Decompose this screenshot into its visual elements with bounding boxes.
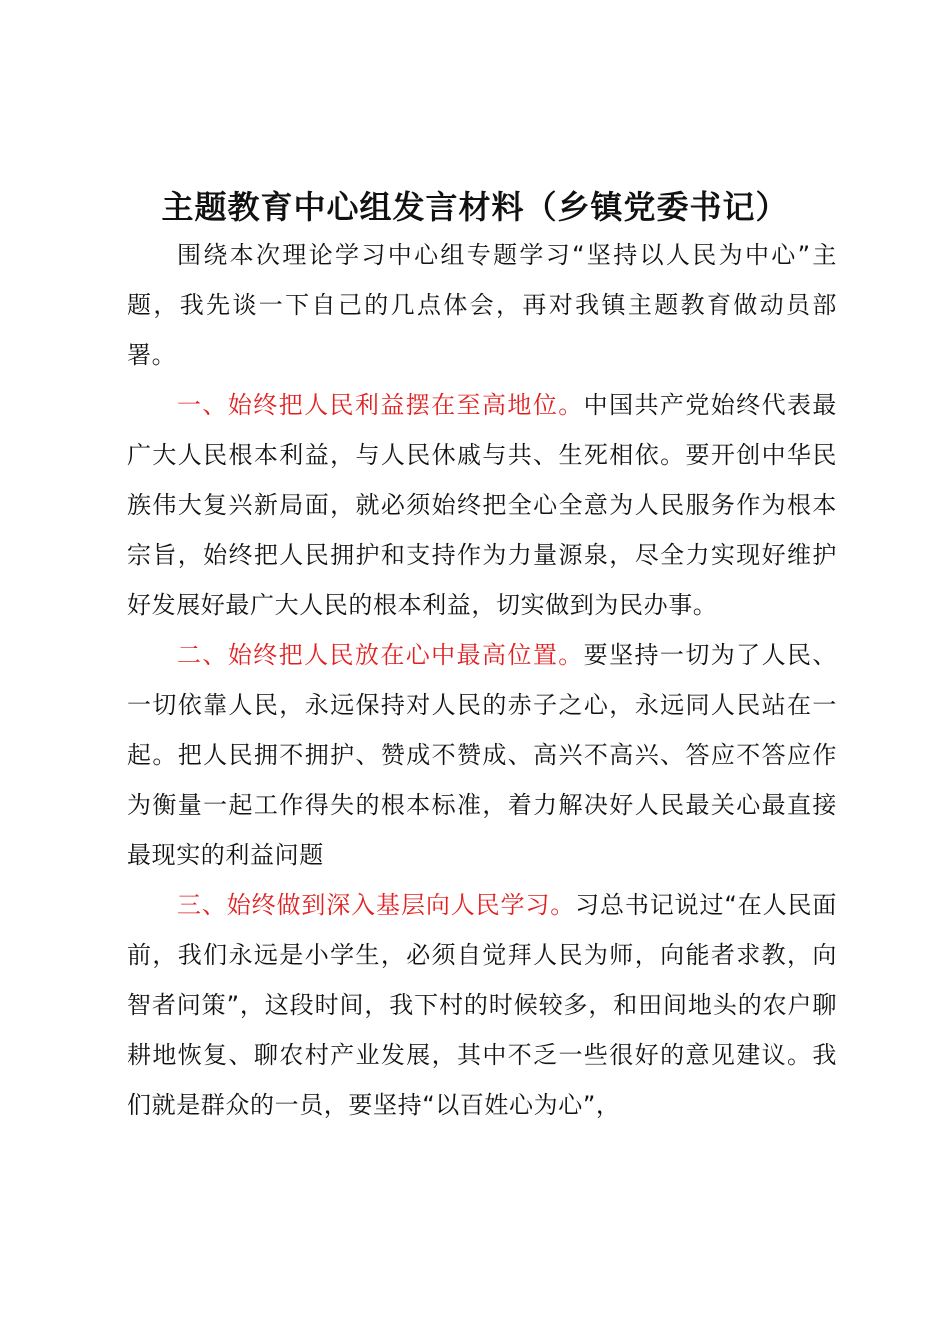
document-body [127, 230, 837, 1130]
section-text-2: 要坚持一切为了人民、一切依靠人民，永远保持对人民的赤子之心，永远同人民站在一起。把人民拥不拥护、赞成不赞成、高兴不高兴、答应不答应作为衡量一起工作得失的根本标准，着力解决好人民最关心最直接最现实的利益问题 [127, 641, 837, 869]
section-text-1: 中国共产党始终代表最广大人民根本利益，与人民休戚与共、生死相依。要开创中华民族伟大复兴新局面，就必须始终把全心全意为人民服务作为根本宗旨，始终把人民拥护和支持作为力量源泉，尽全力实现好维护好发展好最广大人民的根本利益，切实做到为民办事。 [127, 391, 837, 619]
intro-paragraph [127, 230, 837, 380]
section-heading-3: 三、始终做到深入基层向人民学习。 [177, 891, 576, 919]
section-heading-2: 二、始终把人民放在心中最高位置。 [177, 641, 584, 669]
document-title: 主题教育中心组发言材料（乡镇党委书记） [161, 188, 789, 226]
section-paragraph-1 [127, 380, 837, 630]
section-paragraph-2 [127, 630, 837, 880]
section-text-3: 习总书记说过“在人民面前，我们永远是小学生，必须自觉拜人民为师，向能者求教，向智者问策”，这段时间，我下村的时候较多，和田间地头的农户聊耕地恢复、聊农村产业发展，其中不乏一些很好的意见建议。我们就是群众的一员，要坚持“以百姓心为心”， [127, 891, 837, 1119]
section-heading-1: 一、始终把人民利益摆在至高地位。 [177, 391, 584, 419]
section-paragraph-3 [127, 880, 837, 1130]
intro-text: 围绕本次理论学习中心组专题学习“坚持以人民为中心”主题，我先谈一下自己的几点体会，再对我镇主题教育做动员部署。 [127, 241, 837, 369]
